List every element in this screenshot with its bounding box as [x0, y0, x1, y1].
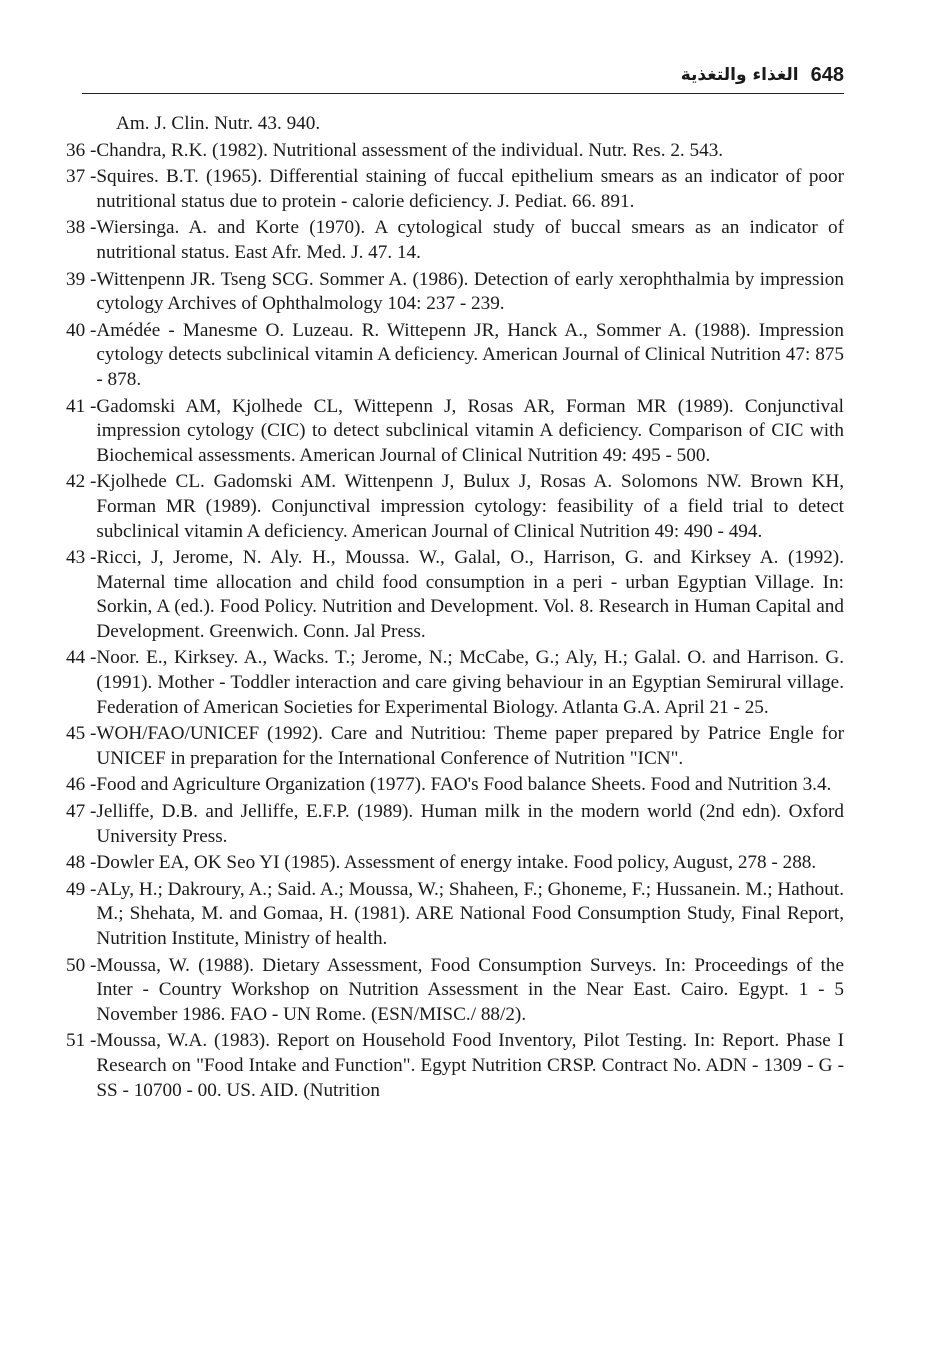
- reference-item: [66, 646, 844, 720]
- reference-number: 48 -: [66, 852, 97, 874]
- reference-text: Moussa, W. (1988). Dietary Assessment, Food Consumption Surveys. In: Proceedings of the Inter - Country Workshop on Nutrition Assessment in the Near East. Cairo. Egypt. 1 - 5 November 1986. FAO - UN Rome. (ESN/MISC./ 88/2).: [96, 954, 844, 1025]
- reference-continuation: Am. J. Clin. Nutr. 43. 940.: [116, 113, 321, 134]
- reference-item: [66, 470, 844, 544]
- reference-text: Amédée - Manesme O. Luzeau. R. Wittepenn JR, Hanck A., Sommer A. (1988). Impression cytology detects subclinical vitamin A deficiency. American Journal of Clinical Nutrition 47: 875 - 878.: [96, 319, 844, 390]
- reference-text: Kjolhede CL. Gadomski AM. Wittenpenn J, Bulux J, Rosas A. Solomons NW. Brown KH, Forman MR (1989). Conjunctival impression cytology: feasibility of a field trial to detect subclinical vitamin A deficiency. American Journal of Clinical Nutrition 49: 490 - 494.: [96, 471, 844, 542]
- reference-number: 46 -: [66, 774, 97, 796]
- reference-text: Dowler EA, OK Seo YI (1985). Assessment of energy intake. Food policy, August, 278 - 288.: [96, 852, 817, 874]
- reference-item: [66, 722, 844, 771]
- reference-list: [66, 112, 844, 1103]
- reference-item: [66, 878, 844, 952]
- reference-item: [66, 851, 844, 876]
- reference-item: [66, 546, 844, 644]
- reference-number: 44 -: [66, 647, 97, 669]
- reference-number: 39 -: [66, 268, 97, 290]
- page-header: [82, 58, 844, 92]
- reference-item: [66, 268, 844, 317]
- reference-number: 51 -: [66, 1030, 97, 1052]
- reference-item: [66, 773, 844, 798]
- reference-text: Noor. E., Kirksey. A., Wacks. T.; Jerome, N.; McCabe, G.; Aly, H.; Galal. O. and Harrison. G. (1991). Mother - Toddler interaction and care giving behaviour in an Egyptian Semirural village. Federation of American Societies for Experimental Biology. Atlanta G.A. April 21 - 25.: [96, 647, 844, 718]
- reference-item: [66, 800, 844, 849]
- reference-item: [66, 165, 844, 214]
- reference-number: 40 -: [66, 319, 97, 341]
- reference-text: Jelliffe, D.B. and Jelliffe, E.F.P. (1989). Human milk in the modern world (2nd edn). Oxford University Press.: [96, 801, 844, 847]
- reference-text: ALy, H.; Dakroury, A.; Said. A.; Moussa, W.; Shaheen, F.; Ghoneme, F.; Hussanein. M.; Hathout. M.; Shehata, M. and Gomaa, H. (1981). ARE National Food Consumption Study, Final Report, Nutrition Institute, Ministry of health.: [96, 878, 844, 949]
- reference-number: 36 -: [66, 139, 97, 161]
- reference-number: 50 -: [66, 954, 97, 976]
- reference-number: 38 -: [66, 217, 97, 239]
- reference-number: 45 -: [66, 723, 97, 745]
- reference-text: Moussa, W.A. (1983). Report on Household Food Inventory, Pilot Testing. In: Report. Phase I Research on "Food Intake and Function". Egypt Nutrition CRSP. Contract No. ADN - 1309 - G - SS - 10700 - 00. US. AID. (Nutrition: [96, 1030, 844, 1101]
- reference-item: [66, 139, 844, 164]
- reference-item: [66, 319, 844, 393]
- page-number: 648: [810, 63, 844, 86]
- reference-text: Wittenpenn JR. Tseng SCG. Sommer A. (1986). Detection of early xerophthalmia by impression cytology Archives of Ophthalmology 104: 237 - 239.: [96, 268, 844, 315]
- reference-item: [66, 216, 844, 265]
- reference-text: Squires. B.T. (1965). Differential staining of fuccal epithelium smears as an indicator of poor nutritional status due to protein - calorie deficiency. J. Pediat. 66. 891.: [96, 166, 844, 212]
- reference-text: Wiersinga. A. and Korte (1970). A cytological study of buccal smears as an indicator of nutritional status. East Afr. Med. J. 47. 14.: [96, 217, 844, 263]
- running-title: الغذاء والتغذية: [680, 65, 799, 85]
- reference-number: 49 -: [66, 878, 97, 900]
- header-rule: [82, 93, 844, 94]
- reference-text: Chandra, R.K. (1982). Nutritional assessment of the individual. Nutr. Res. 2. 543.: [96, 139, 724, 161]
- reference-number: 43 -: [66, 547, 97, 569]
- reference-item: [66, 954, 844, 1028]
- reference-text: WOH/FAO/UNICEF (1992). Care and Nutritiou: Theme paper prepared by Patrice Engle for UNICEF in preparation for the International Conference of Nutrition "ICN".: [96, 723, 844, 769]
- reference-number: 37 -: [66, 166, 97, 188]
- reference-text: Ricci, J, Jerome, N. Aly. H., Moussa. W., Galal, O., Harrison, G. and Kirksey A. (1992). Maternal time allocation and child food consumption in a peri - urban Egyptian Village. In: Sorkin, A (ed.). Food Policy. Nutrition and Development. Vol. 8. Research in Human Capital and Development. Greenwich. Conn. Jal Press.: [96, 547, 844, 642]
- reference-text: Food and Agriculture Organization (1977). FAO's Food balance Sheets. Food and Nutrition 3.4.: [96, 774, 832, 796]
- reference-number: 42 -: [66, 471, 97, 493]
- reference-number: 41 -: [66, 395, 97, 417]
- reference-item: [66, 1029, 844, 1103]
- reference-item: [66, 395, 844, 469]
- reference-text: Gadomski AM, Kjolhede CL, Wittepenn J, Rosas AR, Forman MR (1989). Conjunctival impression cytology (CIC) to detect subclinical vitamin A deficiency. Comparison of CIC with Biochemical assessments. American Journal of Clinical Nutrition 49: 495 - 500.: [96, 395, 844, 466]
- reference-number: 47 -: [66, 801, 97, 823]
